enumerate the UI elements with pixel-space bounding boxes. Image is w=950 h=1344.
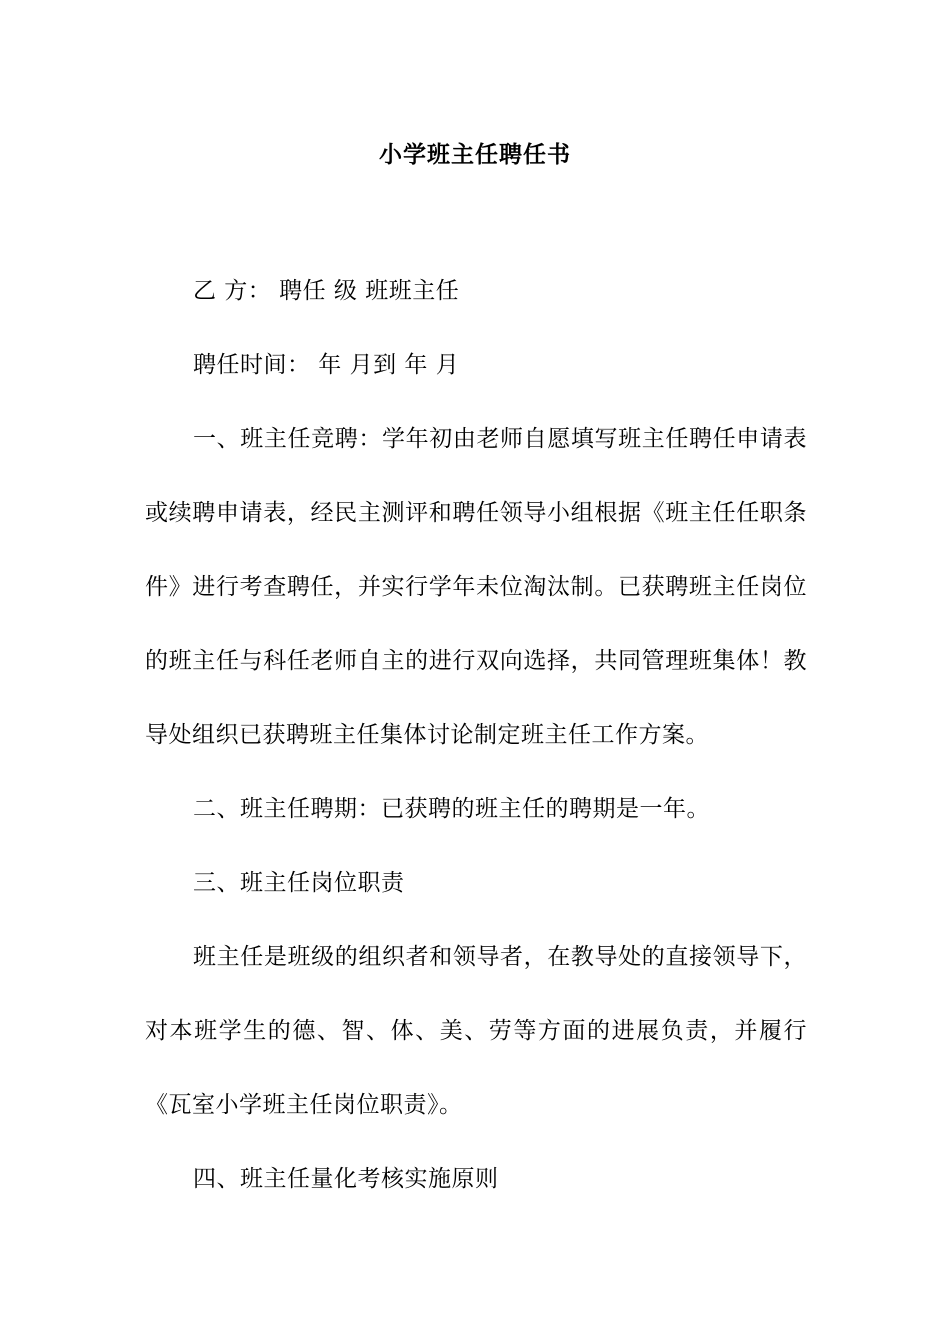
section-4-heading: 四、班主任量化考核实施原则 — [193, 1166, 499, 1192]
party-b-line: 乙 方： 聘任 级 班班主任 — [193, 278, 460, 304]
section-3-paragraph: 班主任是班级的组织者和领导者，在教导处的直接领导下，对本班学生的德、智、体、美、劳等方面的进展负责，并履行《瓦室小学班主任岗位职责》。 — [145, 944, 807, 1118]
section-1-paragraph: 一、班主任竞聘：学年初由老师自愿填写班主任聘任申请表或续聘申请表，经民主测评和聘任领导小组根据《班主任任职条件》进行考查聘任，并实行学年未位淘汰制。已获聘班主任岗位的班主任与科任老师自主的进行双向选择，共同管理班集体！教导处组织已获聘班主任集体讨论制定班主任工作方案。 — [145, 426, 807, 748]
document-title: 小学班主任聘任书 — [379, 141, 571, 168]
section-3-heading: 三、班主任岗位职责 — [193, 870, 405, 896]
appointment-period-line: 聘任时间： 年 月到 年 月 — [193, 352, 460, 378]
document-body — [145, 254, 807, 1216]
section-2-paragraph: 二、班主任聘期：已获聘的班主任的聘期是一年。 — [193, 796, 710, 822]
